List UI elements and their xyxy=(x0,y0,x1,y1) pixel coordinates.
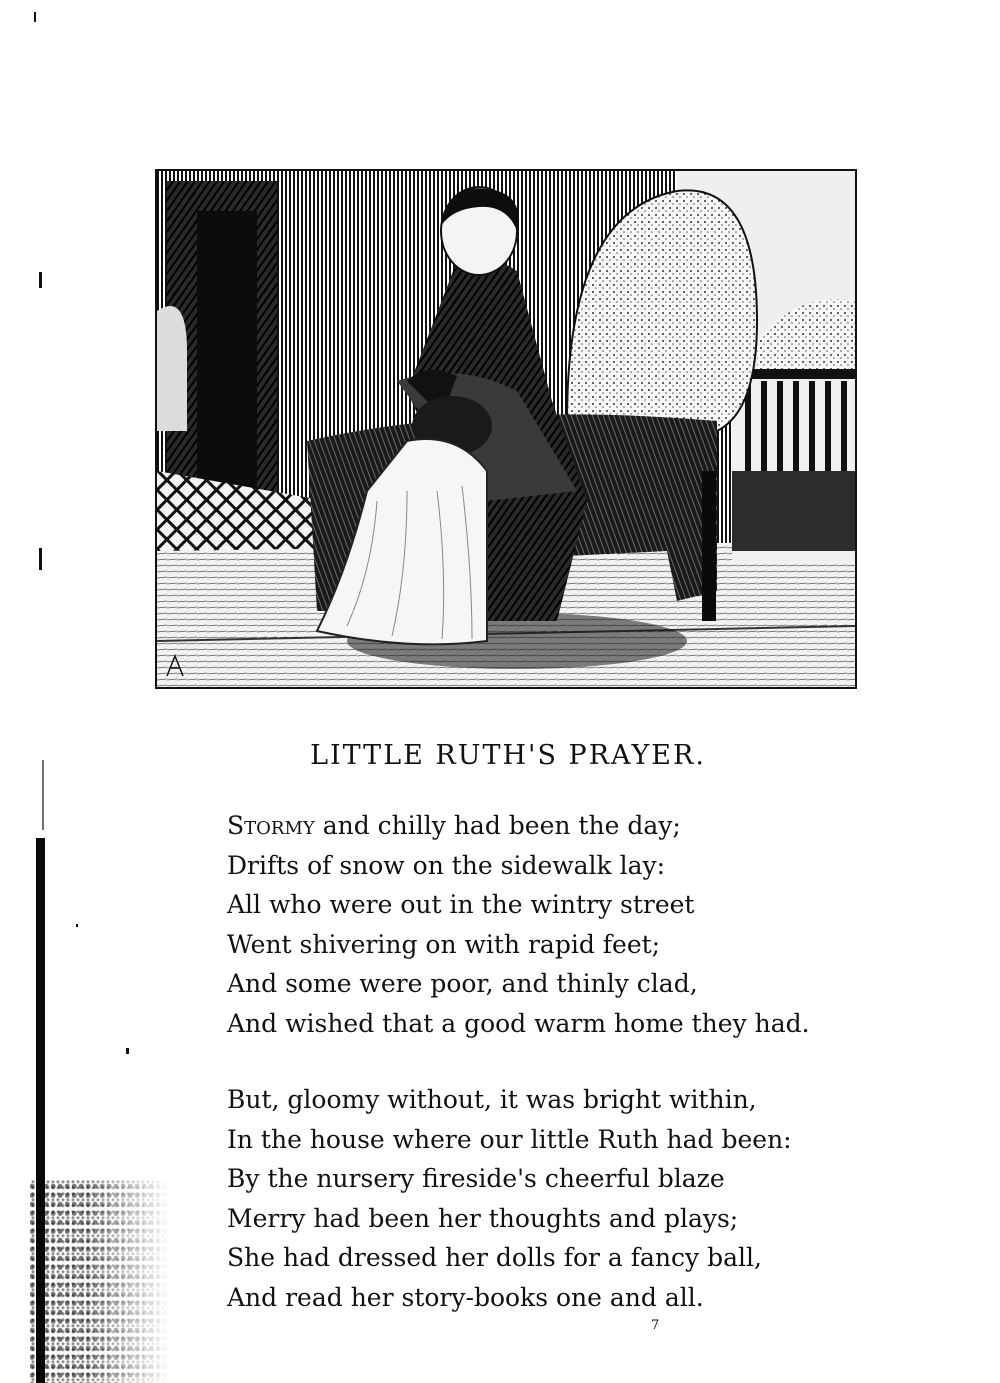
page-number: 7 xyxy=(651,1318,660,1333)
poem-line: And some were poor, and thinly clad, xyxy=(227,969,698,998)
binding-mark xyxy=(39,272,42,288)
stanza xyxy=(227,806,867,1043)
poem-line: In the house where our little Ruth had been: xyxy=(227,1124,792,1154)
illustration-drawing xyxy=(157,171,855,687)
mantel-ornament xyxy=(157,306,187,431)
engraved-illustration xyxy=(155,169,857,689)
poem-line: Stormy and chilly had been the day; xyxy=(227,811,681,840)
poem-line: And read her story-books one and all. xyxy=(227,1282,704,1312)
scanned-binding-edge xyxy=(30,0,170,1383)
poem-line: And wished that a good warm home they had. xyxy=(227,1008,810,1038)
poem-line: Merry had been her thoughts and plays; xyxy=(227,1203,739,1233)
poem-title: LITTLE RUTH'S PRAYER. xyxy=(310,740,706,771)
hearth-opening xyxy=(197,211,257,511)
poem-line: Went shivering on with rapid feet; xyxy=(227,929,661,959)
binding-mark xyxy=(76,924,78,927)
poem-line: By the nursery fireside's cheerful blaze xyxy=(227,1164,725,1193)
poem-line: She had dressed her dolls for a fancy ball, xyxy=(227,1243,762,1272)
binding-mark xyxy=(126,1048,129,1054)
binding-mark xyxy=(39,548,42,570)
drop-lead-word: Stormy xyxy=(227,811,315,840)
poem-line: All who were out in the wintry street xyxy=(227,890,695,919)
binding-mark xyxy=(34,12,36,22)
poem-line: Drifts of snow on the sidewalk lay: xyxy=(227,850,666,880)
binding-speckle xyxy=(30,1180,170,1383)
poem-line: But, gloomy without, it was bright within, xyxy=(227,1085,757,1114)
stanza xyxy=(227,1080,867,1317)
